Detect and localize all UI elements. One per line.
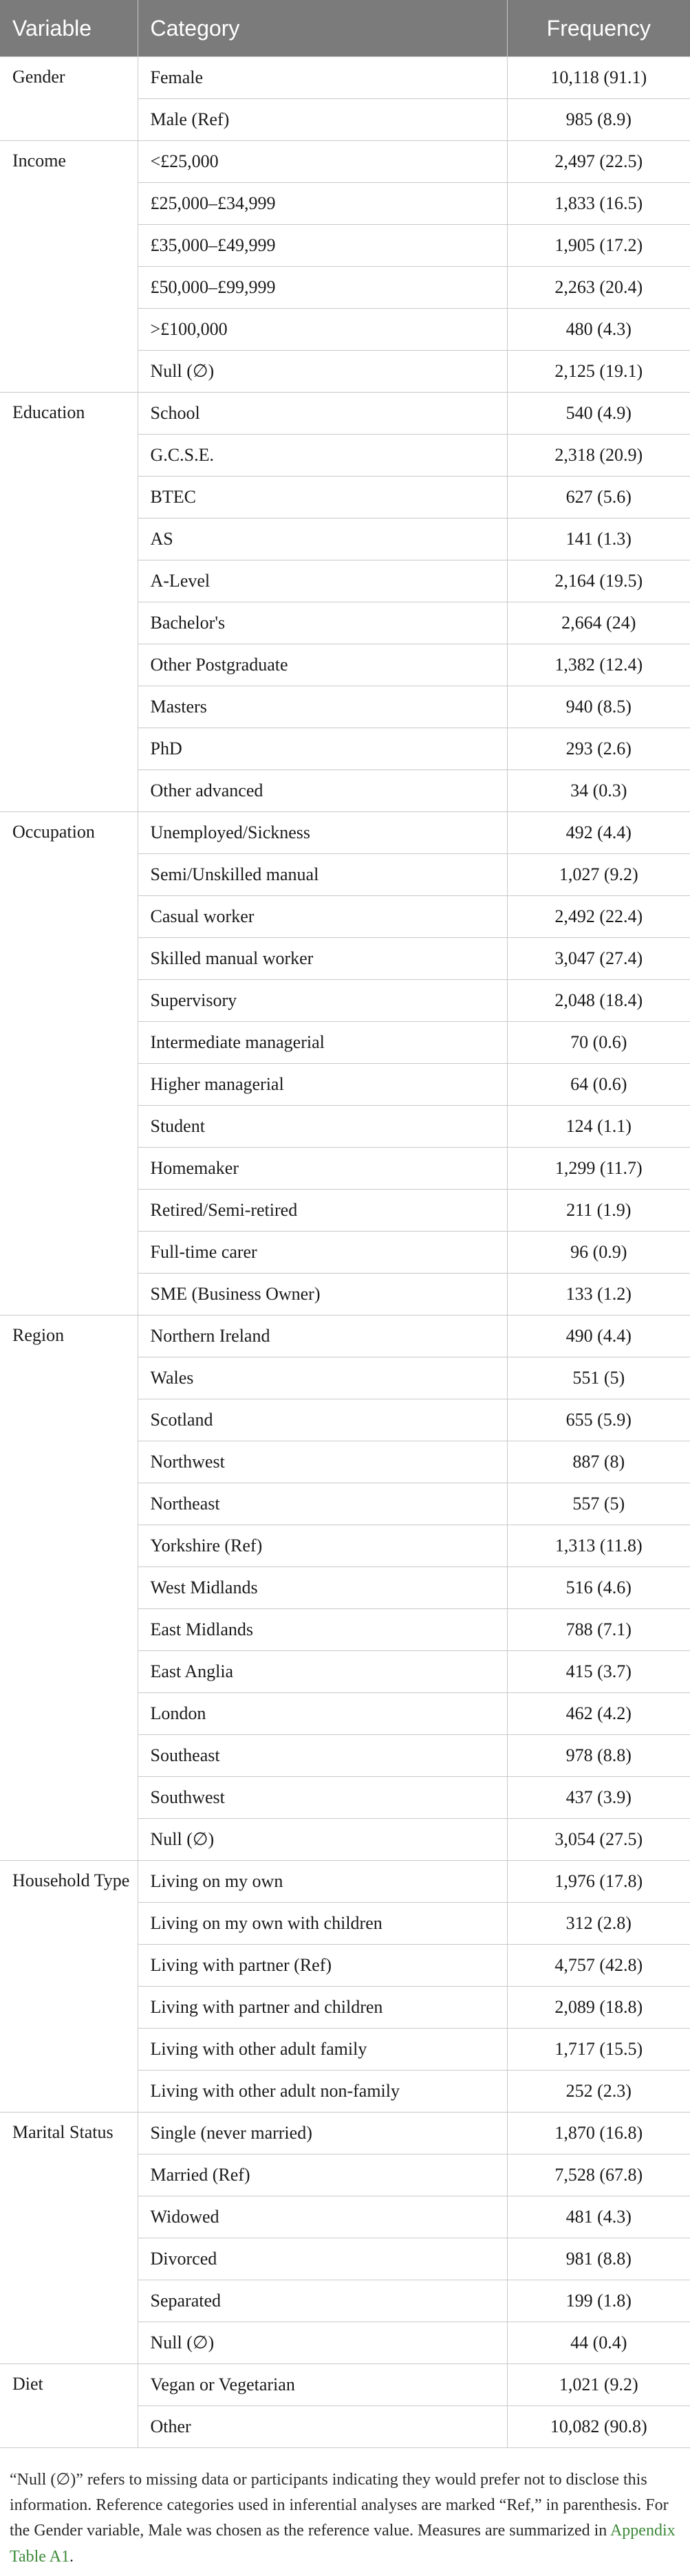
frequency-cell: 3,047 (27.4) xyxy=(507,938,690,980)
frequency-cell: 415 (3.7) xyxy=(507,1651,690,1693)
category-cell: Yorkshire (Ref) xyxy=(138,1525,507,1567)
table-row xyxy=(0,141,690,183)
header-frequency: Frequency xyxy=(507,0,690,57)
frequency-cell: 2,263 (20.4) xyxy=(507,267,690,309)
frequency-cell: 199 (1.8) xyxy=(507,2280,690,2322)
category-cell: Northeast xyxy=(138,1483,507,1525)
frequency-cell: 3,054 (27.5) xyxy=(507,1819,690,1861)
category-cell: Living with other adult family xyxy=(138,2029,507,2071)
frequency-cell: 557 (5) xyxy=(507,1483,690,1525)
table-row xyxy=(0,2113,690,2154)
frequency-cell: 4,757 (42.8) xyxy=(507,1945,690,1987)
variable-cell: Education xyxy=(0,393,138,812)
frequency-cell: 2,048 (18.4) xyxy=(507,980,690,1022)
table-body xyxy=(0,57,690,2448)
category-cell: Separated xyxy=(138,2280,507,2322)
category-cell: Supervisory xyxy=(138,980,507,1022)
category-cell: Homemaker xyxy=(138,1148,507,1190)
frequency-cell: 96 (0.9) xyxy=(507,1232,690,1274)
category-cell: Wales xyxy=(138,1357,507,1399)
frequency-cell: 312 (2.8) xyxy=(507,1903,690,1945)
category-cell: Null (∅) xyxy=(138,1819,507,1861)
frequency-cell: 10,082 (90.8) xyxy=(507,2406,690,2448)
category-cell: Other advanced xyxy=(138,770,507,812)
table-footnote xyxy=(0,2448,690,2570)
frequency-cell: 2,089 (18.8) xyxy=(507,1987,690,2029)
category-cell: Northern Ireland xyxy=(138,1316,507,1357)
frequency-cell: 437 (3.9) xyxy=(507,1777,690,1819)
frequency-cell: 1,870 (16.8) xyxy=(507,2113,690,2154)
category-cell: Semi/Unskilled manual xyxy=(138,854,507,896)
footnote-text: “Null (∅)” refers to missing data or participants indicating they would prefer not to disclose this information. Reference categories used in inferential analyses are marked “Ref,” in parenthesis. For the Gender variable, Male was chosen as the reference value. Measures are summarized in xyxy=(10,2471,669,2540)
category-cell: BTEC xyxy=(138,477,507,519)
variable-cell: Income xyxy=(0,141,138,393)
category-cell: Masters xyxy=(138,686,507,728)
frequency-cell: 124 (1.1) xyxy=(507,1106,690,1148)
frequency-cell: 2,492 (22.4) xyxy=(507,896,690,938)
variable-cell: Marital Status xyxy=(0,2113,138,2364)
category-cell: Scotland xyxy=(138,1399,507,1441)
category-cell: Living with other adult non-family xyxy=(138,2071,507,2113)
variable-cell: Occupation xyxy=(0,812,138,1316)
frequency-cell: 7,528 (67.8) xyxy=(507,2154,690,2196)
frequency-cell: 1,382 (12.4) xyxy=(507,644,690,686)
table-row xyxy=(0,2364,690,2406)
footnote-end: . xyxy=(69,2547,74,2566)
table-row xyxy=(0,57,690,99)
frequency-cell: 34 (0.3) xyxy=(507,770,690,812)
frequency-cell: 133 (1.2) xyxy=(507,1274,690,1316)
category-cell: Northwest xyxy=(138,1441,507,1483)
category-cell: East Anglia xyxy=(138,1651,507,1693)
category-cell: Vegan or Vegetarian xyxy=(138,2364,507,2406)
frequency-cell: 981 (8.8) xyxy=(507,2238,690,2280)
header-category: Category xyxy=(138,0,507,57)
variable-cell: Gender xyxy=(0,57,138,141)
category-cell: West Midlands xyxy=(138,1567,507,1609)
category-cell: Higher managerial xyxy=(138,1064,507,1106)
frequency-cell: 1,905 (17.2) xyxy=(507,225,690,267)
category-cell: Intermediate managerial xyxy=(138,1022,507,1064)
category-cell: Married (Ref) xyxy=(138,2154,507,2196)
category-cell: London xyxy=(138,1693,507,1735)
frequency-cell: 44 (0.4) xyxy=(507,2322,690,2364)
frequency-cell: 70 (0.6) xyxy=(507,1022,690,1064)
frequency-cell: 1,717 (15.5) xyxy=(507,2029,690,2071)
category-cell: A-Level xyxy=(138,560,507,602)
frequency-cell: 1,976 (17.8) xyxy=(507,1861,690,1903)
frequency-cell: 480 (4.3) xyxy=(507,309,690,351)
table-row xyxy=(0,1316,690,1357)
frequency-cell: 211 (1.9) xyxy=(507,1190,690,1232)
category-cell: Null (∅) xyxy=(138,351,507,393)
category-cell: Living with partner (Ref) xyxy=(138,1945,507,1987)
category-cell: Other Postgraduate xyxy=(138,644,507,686)
frequency-cell: 481 (4.3) xyxy=(507,2196,690,2238)
category-cell: >£100,000 xyxy=(138,309,507,351)
category-cell: School xyxy=(138,393,507,435)
category-cell: SME (Business Owner) xyxy=(138,1274,507,1316)
table-header xyxy=(0,0,690,57)
variable-cell: Household Type xyxy=(0,1861,138,2113)
frequency-cell: 462 (4.2) xyxy=(507,1693,690,1735)
category-cell: Living with partner and children xyxy=(138,1987,507,2029)
table-row xyxy=(0,812,690,854)
frequency-cell: 1,313 (11.8) xyxy=(507,1525,690,1567)
frequency-cell: 985 (8.9) xyxy=(507,99,690,141)
frequency-cell: 1,299 (11.7) xyxy=(507,1148,690,1190)
category-cell: East Midlands xyxy=(138,1609,507,1651)
frequency-cell: 887 (8) xyxy=(507,1441,690,1483)
category-cell: Male (Ref) xyxy=(138,99,507,141)
variable-cell: Region xyxy=(0,1316,138,1861)
category-cell: Casual worker xyxy=(138,896,507,938)
category-cell: £50,000–£99,999 xyxy=(138,267,507,309)
category-cell: Single (never married) xyxy=(138,2113,507,2154)
category-cell: Student xyxy=(138,1106,507,1148)
frequency-cell: 490 (4.4) xyxy=(507,1316,690,1357)
category-cell: Southeast xyxy=(138,1735,507,1777)
frequency-cell: 2,318 (20.9) xyxy=(507,435,690,477)
category-cell: Widowed xyxy=(138,2196,507,2238)
header-row xyxy=(0,0,690,57)
category-cell: Divorced xyxy=(138,2238,507,2280)
header-variable: Variable xyxy=(0,0,138,57)
variable-cell: Diet xyxy=(0,2364,138,2448)
frequency-cell: 64 (0.6) xyxy=(507,1064,690,1106)
frequency-cell: 293 (2.6) xyxy=(507,728,690,770)
frequency-cell: 252 (2.3) xyxy=(507,2071,690,2113)
frequency-cell: 551 (5) xyxy=(507,1357,690,1399)
frequency-cell: 627 (5.6) xyxy=(507,477,690,519)
category-cell: Unemployed/Sickness xyxy=(138,812,507,854)
category-cell: Bachelor's xyxy=(138,602,507,644)
category-cell: Living on my own with children xyxy=(138,1903,507,1945)
category-cell: Living on my own xyxy=(138,1861,507,1903)
category-cell: Retired/Semi-retired xyxy=(138,1190,507,1232)
frequency-cell: 2,497 (22.5) xyxy=(507,141,690,183)
frequency-cell: 788 (7.1) xyxy=(507,1609,690,1651)
category-cell: <£25,000 xyxy=(138,141,507,183)
category-cell: £25,000–£34,999 xyxy=(138,183,507,225)
category-cell: Null (∅) xyxy=(138,2322,507,2364)
frequency-cell: 2,164 (19.5) xyxy=(507,560,690,602)
frequency-cell: 940 (8.5) xyxy=(507,686,690,728)
frequency-cell: 655 (5.9) xyxy=(507,1399,690,1441)
category-cell: AS xyxy=(138,519,507,560)
category-cell: PhD xyxy=(138,728,507,770)
frequency-cell: 1,027 (9.2) xyxy=(507,854,690,896)
category-cell: Full-time carer xyxy=(138,1232,507,1274)
category-cell: G.C.S.E. xyxy=(138,435,507,477)
frequency-cell: 2,125 (19.1) xyxy=(507,351,690,393)
category-cell: Skilled manual worker xyxy=(138,938,507,980)
category-cell: £35,000–£49,999 xyxy=(138,225,507,267)
frequency-cell: 1,833 (16.5) xyxy=(507,183,690,225)
frequency-cell: 141 (1.3) xyxy=(507,519,690,560)
category-cell: Southwest xyxy=(138,1777,507,1819)
frequency-cell: 492 (4.4) xyxy=(507,812,690,854)
table-row xyxy=(0,393,690,435)
frequency-cell: 2,664 (24) xyxy=(507,602,690,644)
category-cell: Other xyxy=(138,2406,507,2448)
frequency-cell: 1,021 (9.2) xyxy=(507,2364,690,2406)
frequency-cell: 540 (4.9) xyxy=(507,393,690,435)
table-row xyxy=(0,1861,690,1903)
frequency-cell: 10,118 (91.1) xyxy=(507,57,690,99)
frequency-cell: 516 (4.6) xyxy=(507,1567,690,1609)
appendix-link[interactable]: Appendix Table A1 xyxy=(10,2522,676,2566)
category-cell: Female xyxy=(138,57,507,99)
frequency-cell: 978 (8.8) xyxy=(507,1735,690,1777)
